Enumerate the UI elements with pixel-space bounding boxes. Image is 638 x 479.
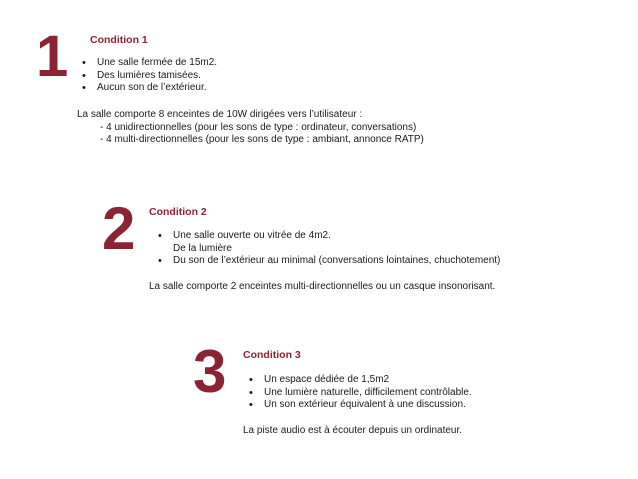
condition-1-paragraph [77,109,424,147]
list-item: • Des lumières tamisées. [82,70,217,83]
list-item-continuation: De la lumière [173,242,232,254]
condition-1-sub-line: - 4 multi-directionnelles (pour les sons de type : ambiant, annonce RATP) [100,134,424,145]
condition-1-list [82,57,217,95]
list-item: • Une salle fermée de 15m2. [82,57,217,70]
condition-2-list [158,230,500,268]
list-item: • Du son de l’extérieur au minimal (conversations lointaines, chuchotement) [158,255,500,268]
condition-1-sub-line: - 4 unidirectionnelles (pour les sons de type : ordinateur, conversations) [100,121,417,133]
condition-1-number: 1 [36,24,69,89]
condition-2-number: 2 [102,195,136,262]
condition-3-title: Condition 3 [243,349,301,361]
list-item: • Un espace dédiée de 1,5m2 [249,374,472,387]
list-item: • Une lumière naturelle, difficilement contrôlable. [249,387,472,400]
list-item: • Une salle ouverte ou vitrée de 4m2. [158,230,500,243]
condition-2-paragraph: La salle comporte 2 enceintes multi-directionnelles ou un casque insonorisant. [149,281,496,292]
condition-2-title: Condition 2 [149,206,207,218]
list-item: • Aucun son de l’extérieur. [82,82,217,95]
list-item: • Un son extérieur équivalent à une discussion. [249,399,472,412]
condition-3-number: 3 [193,338,227,405]
condition-1-paragraph-text: La salle comporte 8 enceintes de 10W dirigées vers l’utilisateur : [77,109,363,120]
condition-3-paragraph: La piste audio est à écouter depuis un ordinateur. [243,425,463,436]
condition-3-list [249,374,472,412]
condition-1-title: Condition 1 [90,34,148,46]
